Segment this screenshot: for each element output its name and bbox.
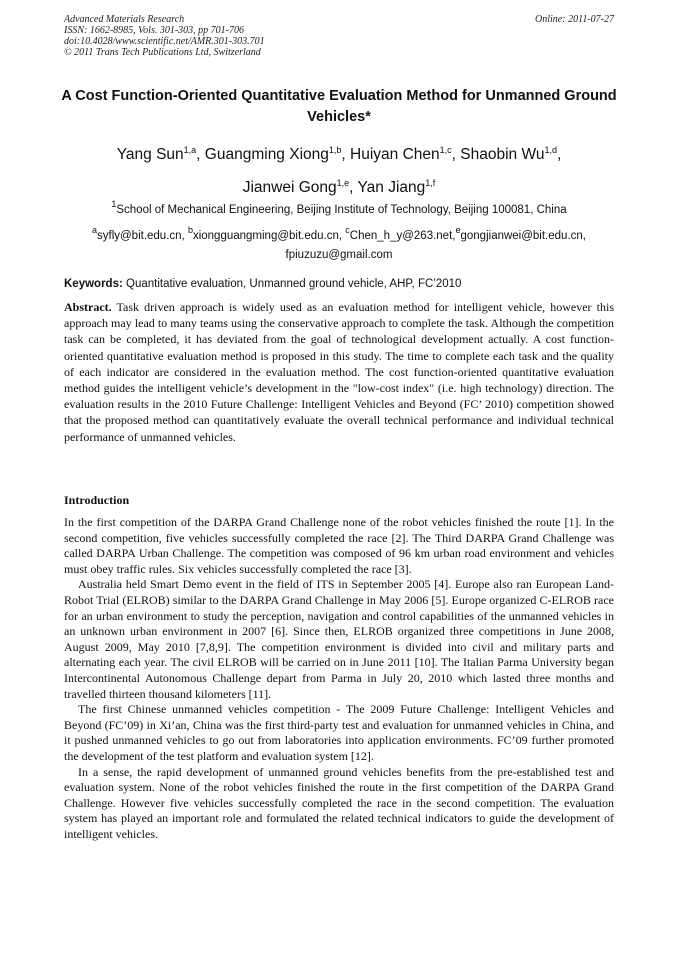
paragraph: The first Chinese unmanned vehicles competition - The 2009 Future Challenge: Intelligent Vehicles and Beyond (FC’09) in Xi’an, China was the first third-party test and evaluation for unmanned vehicles in China, and it pushed unmanned vehicles to go out from laboratories into application environments. FC’09 further promoted the development of the test platform and evaluation system [12].: [64, 702, 614, 763]
author-list: Yang Sun$^{1,a}$, Guangming Xiong$^{1,b}$, Huiyan Chen$^{1,c}$, Shaobin Wu$^{1,d}$, Jianwei Gong$^{1,e}$, Yan Jiang$^{1,f}$: [116, 145, 562, 196]
email-link[interactable]: syfly@bit.edu.cn: [97, 230, 182, 242]
abstract-label: Abstract.: [64, 300, 112, 314]
paragraph: In the first competition of the DARPA Grand Challenge none of the robot vehicles finished the route [1]. In the second competition, five vehicles successfully completed the race [2]. The Third DARPA Grand Challenge was called DARPA Urban Challenge. The competition was composed of 96 km urban road environment and vehicles must obey traffic rules. Six vehicles successfully completed the race [3].: [64, 515, 614, 576]
affiliation: $^1$School of Mechanical Engineering, Beijing Institute of Technology, Beijing 100081, China: [111, 199, 567, 216]
keywords-text: Quantitative evaluation, Unmanned ground vehicle, AHP, FC’2010: [126, 278, 462, 290]
author: Yang Sun$^{1,a}$: [116, 145, 197, 163]
author: Guangming Xiong$^{1,b}$: [204, 145, 342, 163]
journal-doi: doi:10.4028/www.scientific.net/AMR.301-303.701: [64, 36, 265, 47]
author: Jianwei Gong$^{1,e}$: [242, 178, 350, 196]
email-link[interactable]: fpiuzuzu@gmail.com: [285, 249, 393, 261]
journal-copyright: © 2011 Trans Tech Publications Ltd, Switzerland: [64, 47, 261, 58]
paragraph: Australia held Smart Demo event in the field of ITS in September 2005 [4]. Europe also ran European Land-Robot Trial (ELROB) similar to the DARPA Grand Challenge in May 2006 [5]. Europe organized C-ELROB race for an urban environment to study the perception, navigation and control capabilities of the unmanned vehicles in an unknown urban environment in 2007 [6]. Since then, ELROB organized three competitions in June 2008, August 2009, May 2010 [7,8,9]. The competition environment is divided into civil and military parts and alternating each year. The civil ELROB will be carried on in June 2011 [10]. The Italian Parma University began Intercontinental Autonomous Challenge depart from Parma in July 20, 2010 which lasted three months and travelled thirteen thousand kilometers [11].: [64, 577, 614, 701]
author: Yan Jiang$^{1,f}$: [357, 178, 436, 196]
email-link[interactable]: Chen_h_y@263.net: [349, 230, 453, 242]
journal-issn: ISSN: 1662-8985, Vols. 301-303, pp 701-706: [64, 25, 244, 36]
paper-title: A Cost Function-Oriented Quantitative Evaluation Method for Unmanned Ground Vehicles*: [61, 88, 617, 125]
abstract: [64, 299, 614, 445]
paragraph: In a sense, the rapid development of unmanned ground vehicles benefits from the pre-established test and evaluation system. None of the robot vehicles finished the route in the first competition of the DARPA Grand Challenge. However five vehicles successfully completed the race in the second competition. The evaluation system has played an important role and formulated the related technical indicators to guide the development of intelligent vehicles.: [64, 764, 614, 841]
online-date: Online: 2011-07-27: [535, 14, 614, 25]
keywords-label: Keywords:: [64, 278, 123, 290]
email-link[interactable]: gongjianwei@bit.edu.cn: [460, 230, 583, 242]
introduction-body: [64, 515, 614, 842]
author: Huiyan Chen$^{1,c}$: [350, 145, 452, 163]
journal-header: [64, 14, 614, 58]
email-link[interactable]: xiongguangming@bit.edu.cn: [192, 230, 339, 242]
abstract-text: Task driven approach is widely used as an evaluation method for intelligent vehicle, however this approach may lead to many teams using the conservative approach to complete the task. Although the competition task can be completed, it has deviated from the goal of technological development actually. A cost function-oriented quantitative evaluation method is proposed in this study. The time to complete each task and the quality of each indicator are considered in the evaluation method. The cost function-oriented quantitative evaluation method guides the intelligent vehicle’s development in the "low-cost index" (i.e. high technology) direction. The evaluation results in the 2010 Future Challenge: Intelligent Vehicles and Beyond (FC’ 2010) competition showed that the proposed method can quantitatively evaluate the overall technical performance and individual technical performance of unmanned vehicles.: [64, 300, 614, 444]
author: Shaobin Wu$^{1,d}$: [460, 145, 557, 163]
keywords: [64, 276, 616, 292]
author-emails: $^a$syfly@bit.edu.cn, $^b$xiongguangming@bit.edu.cn, $^c$Chen_h_y@263.net,$^e$gongjianwei@bit.edu.cn, fpiuzuzu@gmail.com: [91, 225, 586, 261]
section-heading-introduction: Introduction: [64, 493, 130, 507]
journal-name: Advanced Materials Research: [64, 14, 185, 25]
